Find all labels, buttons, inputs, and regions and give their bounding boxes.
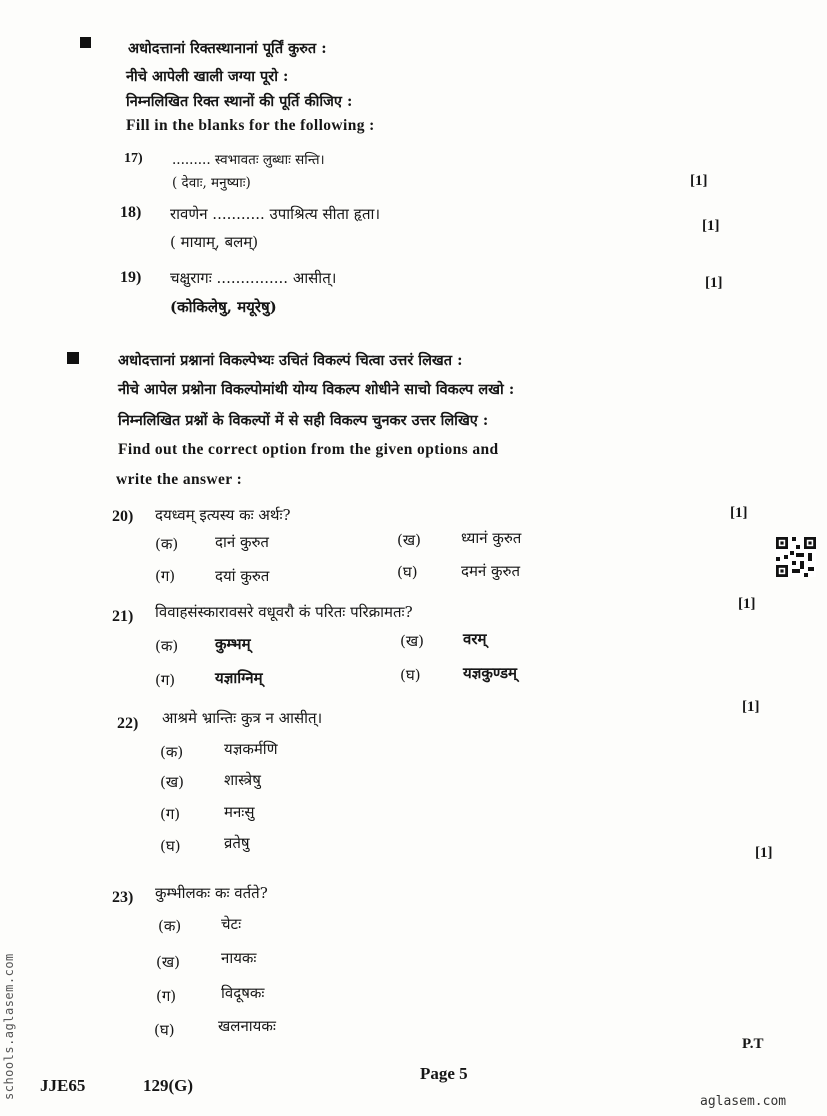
option-label: (घ) bbox=[397, 563, 418, 581]
corner-watermark: aglasem.com bbox=[700, 1094, 787, 1109]
question-number: 17) bbox=[124, 151, 143, 166]
instruction-gujarati: नीचे आपेल प्रश्नोना विकल्पोमांथी योग्य विकल्प शोधीने साचो विकल्प लखो : bbox=[118, 381, 515, 398]
option-label: (क) bbox=[155, 535, 179, 553]
option-label: (क) bbox=[158, 917, 182, 935]
option-text: यज्ञकुण्डम् bbox=[463, 664, 517, 682]
instruction-hindi: निम्नलिखित रिक्त स्थानों की पूर्ति कीजिए : bbox=[126, 93, 353, 110]
option-text: शास्त्रेषु bbox=[224, 771, 261, 789]
option-label: (घ) bbox=[154, 1021, 175, 1039]
option-label: (ग) bbox=[155, 567, 176, 585]
option-label: (क) bbox=[160, 743, 184, 761]
side-watermark: schools.aglasem.com bbox=[2, 953, 16, 1100]
question-number: 23) bbox=[112, 889, 134, 906]
instruction-gujarati: नीचे आपेली खाली जग्या पूरो : bbox=[126, 68, 289, 85]
paper-code: 129(G) bbox=[143, 1076, 194, 1095]
option-text: खलनायकः bbox=[218, 1017, 276, 1035]
marks-label: [1] bbox=[742, 699, 760, 715]
marks-label: [1] bbox=[690, 173, 708, 189]
question-number: 21) bbox=[112, 608, 134, 625]
option-label: (ग) bbox=[155, 671, 176, 689]
option-label: (ख) bbox=[397, 531, 421, 549]
pto-label: P.T bbox=[742, 1036, 764, 1052]
question-text: विवाहसंस्कारावसरे वधूवरौ कं परितः परिक्रामतः? bbox=[155, 603, 413, 621]
question-options: (कोकिलेषु, मयूरेषु) bbox=[170, 298, 277, 316]
option-text: ध्यानं कुरुत bbox=[461, 529, 522, 547]
option-label: (घ) bbox=[400, 666, 421, 684]
option-text: व्रतेषु bbox=[224, 834, 250, 852]
exam-code: JJE65 bbox=[40, 1076, 86, 1095]
question-number: 22) bbox=[117, 715, 139, 732]
instruction-english: write the answer : bbox=[116, 471, 243, 488]
square-bullet-icon bbox=[67, 352, 79, 364]
question-options: ( मायाम्, बलम्) bbox=[170, 233, 259, 251]
option-label: (क) bbox=[155, 637, 179, 655]
option-text: नायकः bbox=[221, 949, 257, 967]
marks-label: [1] bbox=[705, 275, 723, 291]
marks-label: [1] bbox=[702, 218, 720, 234]
marks-label: [1] bbox=[730, 505, 748, 521]
qr-code-icon bbox=[776, 537, 816, 577]
option-label: (ख) bbox=[156, 953, 180, 971]
question-number: 19) bbox=[120, 269, 142, 286]
option-label: (ख) bbox=[160, 773, 184, 791]
question-number: 18) bbox=[120, 204, 142, 221]
option-text: विदूषकः bbox=[221, 984, 265, 1002]
option-text: दानं कुरुत bbox=[215, 533, 269, 551]
option-text: कुम्भम् bbox=[215, 635, 251, 653]
option-label: (ख) bbox=[400, 632, 424, 650]
option-text: दयां कुरुत bbox=[215, 567, 270, 585]
option-text: वरम् bbox=[463, 630, 487, 648]
question-text: ......... स्वभावतः लुब्धाः सन्ति। bbox=[172, 152, 325, 168]
question-text: रावणेन ........... उपाश्रित्य सीता हृता। bbox=[170, 205, 381, 223]
option-label: (ग) bbox=[156, 987, 177, 1005]
question-text: चक्षुरागः ............... आसीत्। bbox=[170, 269, 337, 287]
option-text: मनःसु bbox=[224, 803, 255, 821]
instruction-english: Find out the correct option from the given options and bbox=[118, 441, 499, 458]
question-text: कुम्भीलकः कः वर्तते? bbox=[155, 884, 268, 902]
question-text: दयध्वम् इत्यस्य कः अर्थः? bbox=[155, 506, 291, 524]
option-text: दमनं कुरुत bbox=[461, 562, 521, 580]
question-options: ( देवाः, मनुष्याः) bbox=[172, 175, 251, 191]
option-label: (घ) bbox=[160, 837, 181, 855]
option-text: यज्ञाग्निम् bbox=[215, 669, 263, 687]
question-text: आश्रमे भ्रान्तिः कुत्र न आसीत्। bbox=[162, 709, 323, 727]
square-bullet-icon bbox=[80, 37, 91, 48]
marks-label: [1] bbox=[755, 845, 773, 861]
marks-label: [1] bbox=[738, 596, 756, 612]
instruction-sanskrit: अधोदत्तानां रिक्तस्थानानां पूर्तिं कुरुत : bbox=[128, 40, 327, 57]
instruction-hindi: निम्नलिखित प्रश्नों के विकल्पों में से सही विकल्प चुनकर उत्तर लिखिए : bbox=[118, 412, 489, 429]
option-text: यज्ञकर्मणि bbox=[224, 740, 278, 758]
question-number: 20) bbox=[112, 508, 134, 525]
instruction-sanskrit: अधोदत्तानां प्रश्नानां विकल्पेभ्यः उचितं विकल्पं चित्वा उत्तरं लिखत : bbox=[118, 352, 463, 369]
option-label: (ग) bbox=[160, 805, 181, 823]
page-number: Page 5 bbox=[420, 1064, 468, 1083]
option-text: चेटः bbox=[221, 915, 242, 933]
instruction-english: Fill in the blanks for the following : bbox=[126, 117, 375, 134]
